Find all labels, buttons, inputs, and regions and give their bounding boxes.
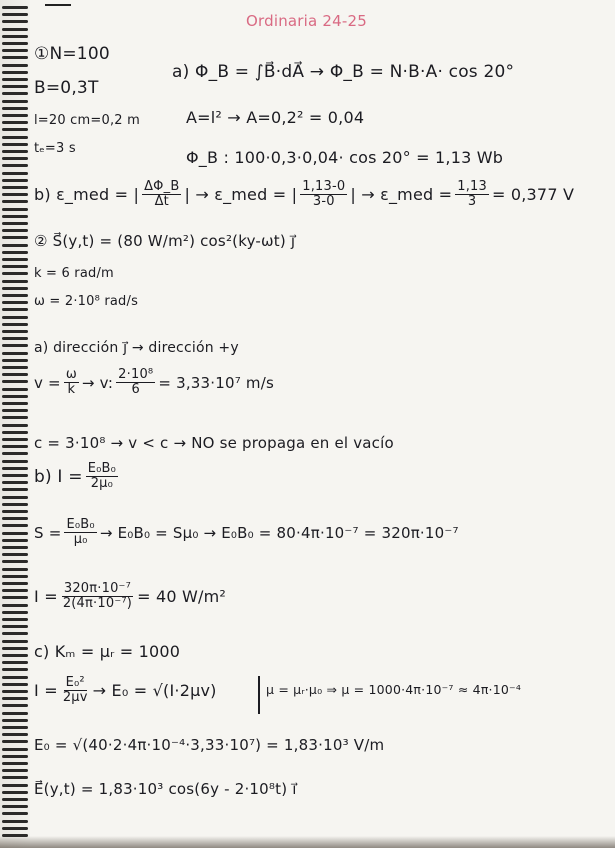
spiral-ring [2, 611, 28, 614]
given-l: l=20 cm=0,2 m [34, 113, 140, 128]
spiral-ring [2, 56, 28, 59]
given-t: tₑ=3 s [34, 141, 76, 156]
frac-den: 2(4π·10⁻⁷) [62, 596, 133, 612]
spiral-ring [2, 546, 28, 549]
p2-w: ω = 2·10⁸ rad/s [34, 294, 139, 309]
s-rest: → E₀B₀ = Sμ₀ → E₀B₀ = 80·4π·10⁻⁷ = 320π·10⁻⁷ [99, 523, 459, 542]
spiral-ring [2, 438, 28, 441]
v-frac2 [116, 368, 155, 398]
spiral-ring [2, 755, 28, 758]
spiral-ring [2, 820, 28, 823]
spiral-ring [2, 402, 28, 405]
b-prefix: b) I = [34, 466, 83, 487]
spiral-ring [2, 589, 28, 592]
p2-e0-line: E₀ = √(40·2·4π·10⁻⁴·3,33·10⁷) = 1,83·10³ V/m [34, 736, 385, 754]
p1-b-frac1 [142, 180, 181, 210]
i2-frac [61, 676, 90, 706]
spiral-ring [2, 164, 28, 167]
spiral-ring [2, 366, 28, 369]
spiral-ring [2, 323, 28, 326]
spiral-ring [2, 676, 28, 679]
i-prefix: I = [34, 587, 58, 607]
spiral-ring [2, 568, 28, 571]
p2-i2-line [34, 676, 217, 706]
v-frac1 [64, 368, 79, 398]
spiral-ring [2, 265, 28, 268]
s-prefix: S = [34, 523, 62, 542]
frac-den: 2μv [62, 690, 88, 706]
p1-b-mid: | → ε_med = | [184, 185, 298, 205]
spiral-ring [2, 337, 28, 340]
p2-e-vec: E⃗(y,t) = 1,83·10³ cos(6y - 2·10⁸t) i⃗ [34, 780, 297, 798]
spiral-ring [2, 301, 28, 304]
spiral-ring [2, 316, 28, 319]
spiral-ring [2, 798, 28, 801]
spiral-ring [2, 150, 28, 153]
p2-b-line [34, 462, 121, 492]
spiral-ring [2, 78, 28, 81]
p1-b-line [34, 180, 574, 210]
spiral-ring [2, 114, 28, 117]
spiral-ring [2, 251, 28, 254]
spiral-ring [2, 373, 28, 376]
page-title: Ordinaria 24-25 [246, 12, 367, 30]
spiral-ring [2, 20, 28, 23]
spiral-ring [2, 762, 28, 765]
spiral-ring [2, 812, 28, 815]
p2-statement: ② S⃗(y,t) = (80 W/m²) cos²(ky-ωt) j⃗ [34, 232, 296, 250]
spiral-ring [2, 488, 28, 491]
spiral-ring [2, 769, 28, 772]
spiral-ring [2, 352, 28, 355]
p1-b-mid2: | → ε_med = [350, 185, 453, 205]
spiral-ring [2, 604, 28, 607]
spiral-ring [2, 236, 28, 239]
p2-v-line [34, 368, 274, 398]
p2-k: k = 6 rad/m [34, 266, 114, 281]
spiral-ring [2, 517, 28, 520]
spiral-ring [2, 85, 28, 88]
spiral-ring [2, 272, 28, 275]
spiral-ring [2, 719, 28, 722]
spiral-ring [2, 668, 28, 671]
spiral-ring [2, 409, 28, 412]
spiral-ring [2, 64, 28, 67]
v-result: = 3,33·10⁷ m/s [158, 373, 274, 392]
spiral-ring [2, 100, 28, 103]
spiral-ring [2, 575, 28, 578]
spiral-ring [2, 280, 28, 283]
spiral-ring [2, 596, 28, 599]
spiral-ring [2, 179, 28, 182]
p1-b-frac3 [455, 180, 489, 210]
spiral-ring [2, 416, 28, 419]
spiral-ring [2, 481, 28, 484]
p2-a-dir: a) dirección j⃗ → dirección +y [34, 340, 239, 356]
top-dash [45, 4, 71, 6]
spiral-ring [2, 618, 28, 621]
frac-num: 320π·10⁻⁷ [63, 581, 132, 596]
i2-rest: → E₀ = √(I·2μv) [92, 681, 217, 701]
frac-num: ω [65, 367, 77, 382]
spiral-ring [2, 13, 28, 16]
p1-a-line3: Φ_B : 100·0,3·0,04· cos 20° = 1,13 Wb [186, 148, 504, 167]
spiral-ring [2, 28, 28, 31]
spiral-ring [2, 697, 28, 700]
p2-i-line [34, 582, 226, 612]
spiral-ring [2, 496, 28, 499]
spiral-ring [2, 712, 28, 715]
spiral-ring [2, 380, 28, 383]
spiral-ring [2, 740, 28, 743]
spiral-ring [2, 445, 28, 448]
spiral-ring [2, 186, 28, 189]
spiral-ring [2, 359, 28, 362]
p1-b-result: = 0,377 V [492, 185, 575, 205]
spiral-ring [2, 661, 28, 664]
s-frac [64, 518, 96, 548]
spiral-ring [2, 460, 28, 463]
spiral-ring [2, 395, 28, 398]
spiral-ring [2, 424, 28, 427]
spiral-ring [2, 294, 28, 297]
spiral-ring [2, 524, 28, 527]
spiral-ring [2, 308, 28, 311]
spiral-ring [2, 640, 28, 643]
spiral-ring [2, 510, 28, 513]
spiral-ring [2, 776, 28, 779]
spiral-binding [0, 0, 30, 848]
spiral-ring [2, 244, 28, 247]
spiral-ring [2, 208, 28, 211]
spiral-ring [2, 474, 28, 477]
spiral-ring [2, 42, 28, 45]
spiral-ring [2, 200, 28, 203]
frac-den: 3 [467, 194, 477, 210]
spiral-ring [2, 553, 28, 556]
frac-num: E₀² [65, 675, 85, 690]
spiral-ring [2, 6, 28, 9]
separator-bar [258, 676, 260, 714]
spiral-ring [2, 733, 28, 736]
spiral-ring [2, 229, 28, 232]
spiral-ring [2, 647, 28, 650]
frac-num: ΔΦ_B [144, 179, 180, 194]
p1-a-line2: A=l² → A=0,2² = 0,04 [186, 108, 365, 127]
spiral-ring [2, 683, 28, 686]
frac-den: μ₀ [73, 532, 88, 548]
spiral-ring [2, 625, 28, 628]
v-mid: → v: [81, 373, 114, 392]
spiral-ring [2, 258, 28, 261]
spiral-ring [2, 193, 28, 196]
spiral-ring [2, 157, 28, 160]
spiral-ring [2, 503, 28, 506]
v-prefix: v = [34, 373, 61, 392]
frac-den: 6 [131, 382, 140, 398]
spiral-ring [2, 467, 28, 470]
frac-num: 1,13 [457, 179, 487, 194]
p1-b-prefix: b) ε_med = | [34, 185, 140, 205]
spiral-ring [2, 121, 28, 124]
i2-prefix: I = [34, 681, 58, 701]
spiral-ring [2, 172, 28, 175]
frac-num: 1,13-0 [302, 179, 346, 194]
spiral-ring [2, 128, 28, 131]
spiral-ring [2, 690, 28, 693]
spiral-ring [2, 388, 28, 391]
frac-num: E₀B₀ [87, 461, 117, 476]
spiral-ring [2, 344, 28, 347]
spiral-ring [2, 35, 28, 38]
page-edge-shadow [0, 836, 615, 848]
b-frac [86, 462, 118, 492]
spiral-ring [2, 632, 28, 635]
spiral-ring [2, 330, 28, 333]
spiral-ring [2, 805, 28, 808]
p1-b-frac2 [300, 180, 347, 210]
spiral-ring [2, 452, 28, 455]
spiral-ring [2, 222, 28, 225]
p1-a-line1: a) Φ_B = ∫B⃗·dA⃗ → Φ_B = N·B·A· cos 20° [172, 62, 515, 82]
spiral-ring [2, 726, 28, 729]
spiral-ring [2, 560, 28, 563]
spiral-ring [2, 748, 28, 751]
spiral-ring [2, 431, 28, 434]
spiral-ring [2, 92, 28, 95]
spiral-ring [2, 532, 28, 535]
i-frac [61, 582, 134, 612]
spiral-ring [2, 827, 28, 830]
frac-den: 2μ₀ [90, 476, 114, 492]
spiral-ring [2, 49, 28, 52]
spiral-ring [2, 136, 28, 139]
given-n: ①N=100 [34, 44, 110, 64]
frac-num: E₀B₀ [66, 517, 95, 532]
spiral-ring [2, 791, 28, 794]
spiral-ring [2, 143, 28, 146]
spiral-ring [2, 287, 28, 290]
given-b: B=0,3T [34, 78, 99, 98]
i-result: = 40 W/m² [137, 587, 227, 607]
spiral-ring [2, 539, 28, 542]
frac-den: Δt [154, 194, 169, 210]
spiral-ring [2, 107, 28, 110]
frac-den: k [67, 382, 76, 398]
spiral-ring [2, 704, 28, 707]
p2-s-line [34, 518, 459, 548]
frac-num: 2·10⁸ [118, 367, 154, 382]
spiral-ring [2, 784, 28, 787]
frac-den: 3-0 [312, 194, 335, 210]
spiral-ring [2, 215, 28, 218]
p2-mu-line: μ = μᵣ·μ₀ ⇒ μ = 1000·4π·10⁻⁷ ≈ 4π·10⁻⁴ [266, 682, 522, 697]
p2-c-km: c) Kₘ = μᵣ = 1000 [34, 642, 181, 661]
spiral-ring [2, 71, 28, 74]
spiral-ring [2, 654, 28, 657]
p2-c-line: c = 3·10⁸ → v < c → NO se propaga en el vacío [34, 434, 394, 452]
spiral-ring [2, 582, 28, 585]
